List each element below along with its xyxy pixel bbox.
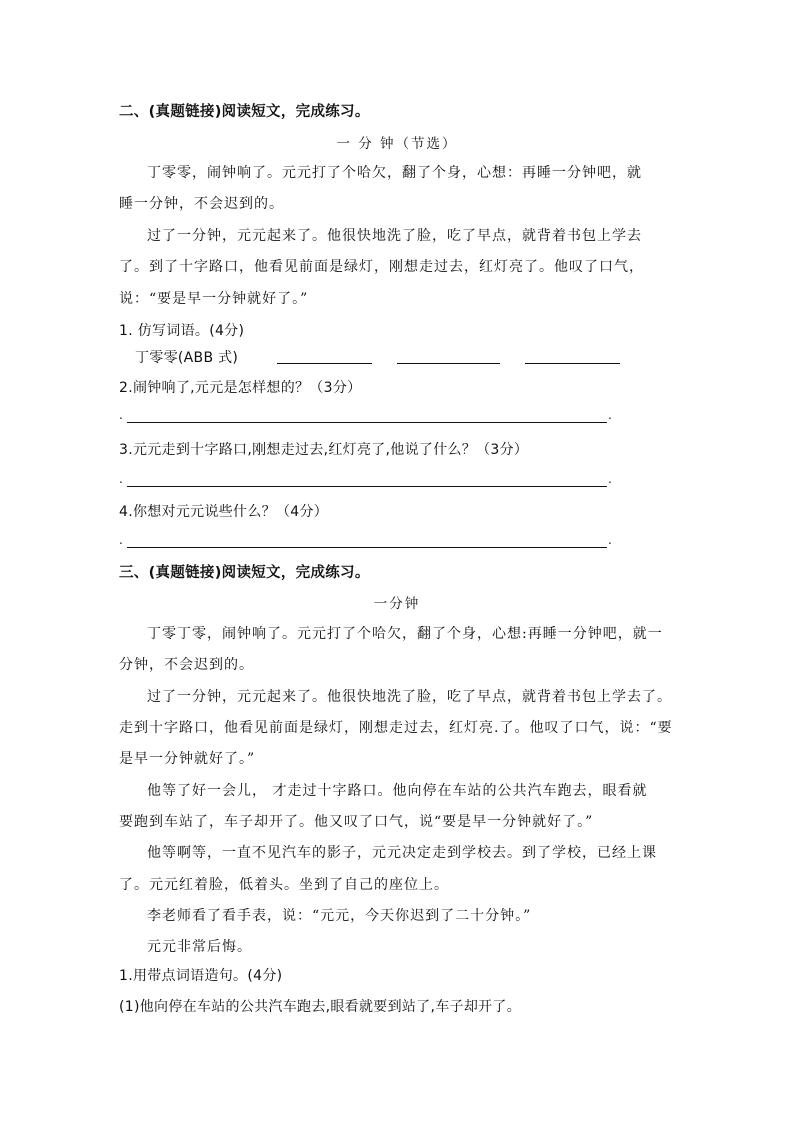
s3-paragraph-line: 走到十字路口，他看见前面是绿灯，刚想走过去，红灯亮.了。他叹了口气，说：“要: [119, 720, 673, 736]
answer-line-end-dot: .: [608, 533, 612, 547]
s2-question-2: 2.闹钟响了,元元是怎样想的？（3分）: [119, 380, 362, 396]
s3-question-1: 1.用带点词语造句。(4分): [119, 968, 283, 984]
answer-line-start-dot: .: [119, 408, 123, 422]
s2-paragraph-line: 了。到了十字路口，他看见前面是绿灯，刚想走过去，红灯亮了。他叹了口气，: [119, 259, 644, 275]
s2-paragraph-line: 丁零零，闹钟响了。元元打了个哈欠，翻了个身，心想：再睡一分钟吧，就: [147, 165, 642, 181]
s3-paragraph-line: 了。元元红着脸，低着头。坐到了自己的座位上。: [119, 877, 449, 893]
s2-question-3: 3.元元走到十字路口,刚想走过去,红灯亮了,他说了什么？（3分）: [119, 442, 529, 458]
s2-paragraph-line: 说：“要是早一分钟就好了。”: [119, 291, 309, 307]
s2-paragraph-line: 睡一分钟，不会迟到的。: [119, 196, 284, 212]
s3-paragraph-line: 他等啊等，一直不见汽车的影子，元元决定走到学校去。到了学校，已经上课: [147, 845, 657, 861]
s2-q3-answer-line[interactable]: [127, 486, 607, 487]
section-2-heading: 二、(真题链接)阅读短文，完成练习。: [119, 104, 370, 120]
s3-question-1-item-1: (1)他向停在车站的公共汽车跑去,眼看就要到站了,车子却开了。: [119, 999, 522, 1015]
answer-line-start-dot: .: [119, 533, 123, 547]
s2-question-4: 4.你想对元元说些什么？（4分）: [119, 504, 329, 520]
s3-paragraph-line: 要跑到车站了，车子却开了。他又叹了口气，说“要是早一分钟就好了。”: [119, 814, 594, 830]
s2-paragraph-line: 过了一分钟，元元起来了。他很快地洗了脸，吃了早点，就背着书包上学去: [147, 228, 642, 244]
s2-q1-blank-1[interactable]: [277, 363, 372, 364]
s3-paragraph-line: 丁零丁零，闹钟响了。元元打了个哈欠，翻了个身，心想:再睡一分钟吧，就一: [147, 626, 663, 642]
s3-paragraph-line: 分钟，不会迟到的。: [119, 657, 254, 673]
s3-paragraph-line: 过了一分钟，元元起来了。他很快地洗了脸，吃了早点，就背着书包上学去了。: [147, 689, 672, 705]
section-2-title: 一 分 钟（节选）: [336, 136, 458, 152]
s3-paragraph-line: 李老师看了看手表，说：“元元，今天你迟到了二十分钟。”: [147, 908, 532, 924]
answer-line-start-dot: .: [119, 472, 123, 486]
s2-q1-blank-3[interactable]: [525, 363, 620, 364]
section-3-title: 一分钟: [373, 596, 421, 612]
answer-line-end-dot: .: [608, 472, 612, 486]
s2-q1-blank-2[interactable]: [397, 363, 500, 364]
s2-q1-example: 丁零零(ABB 式): [135, 350, 239, 366]
s3-paragraph-line: 他等了好一会儿， 才走过十字路口。他向停在车站的公共汽车跑去，眼看就: [147, 783, 648, 799]
section-3-heading: 三、(真题链接)阅读短文，完成练习。: [119, 565, 370, 581]
answer-line-end-dot: .: [608, 408, 612, 422]
s2-q4-answer-line[interactable]: [127, 547, 607, 548]
s3-paragraph-line: 元元非常后悔。: [147, 939, 252, 955]
s3-paragraph-line: 是早一分钟就好了。”: [119, 751, 256, 767]
s2-q2-answer-line[interactable]: [127, 422, 607, 423]
s2-question-1: 1. 仿写词语。(4分): [119, 323, 245, 339]
